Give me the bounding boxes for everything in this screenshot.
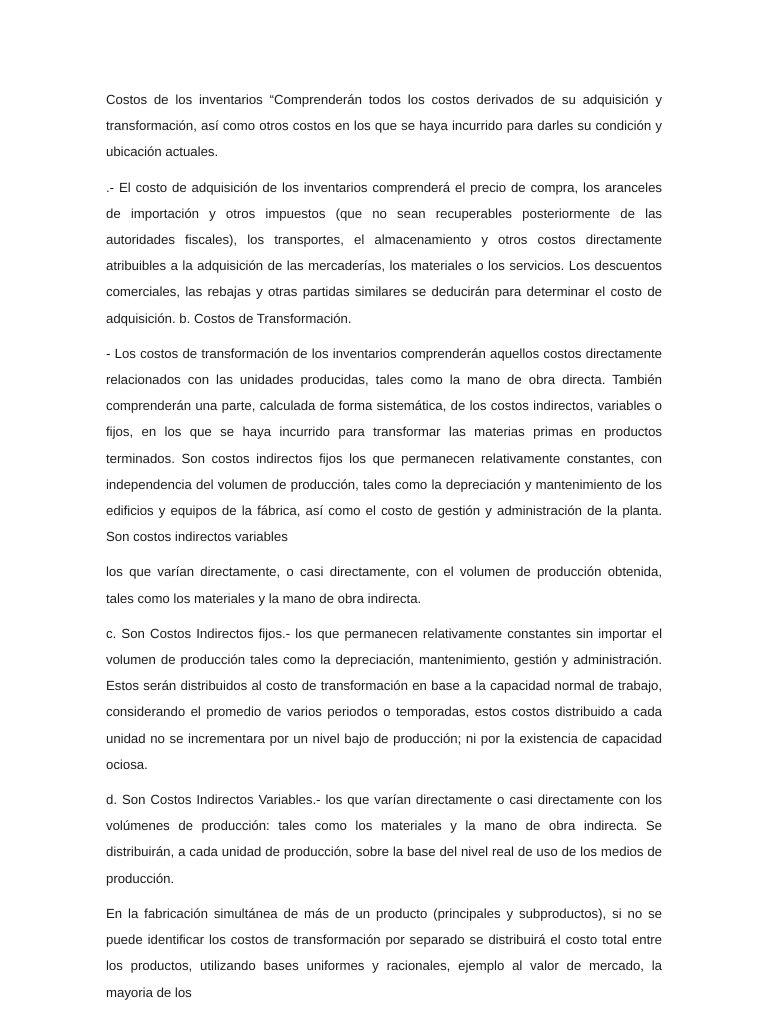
paragraph-costos-variables-continuacion: los que varían directamente, o casi directamente, con el volumen de producción obtenida, tales como los materiales y la mano de obra indirecta. [106, 564, 662, 606]
paragraph-costo-adquisicion: .- El costo de adquisición de los inventarios comprenderá el precio de compra, los aranceles de importación y otros impuestos (que no sean recuperables posteriormente de las autoridades fiscales), los transportes, el almacenamiento y otros costos directamente atribuibles a la adquisición de las mercaderías, los materiales o los servicios. Los descuentos comerciales, las rebajas y otras partidas similares se deducirán para determinar el costo de adquisición. b. Costos de Transformación. [106, 179, 662, 326]
paragraph-fabricacion-simultanea: En la fabricación simultánea de más de un producto (principales y subproductos), si no se puede identificar los costos de transformación por separado se distribuirá el costo total entre los productos, utilizando bases uniformes y racionales, ejemplo al valor de mercado, la mayoria de los [106, 905, 662, 1000]
paragraph-costos-indirectos-variables: d. Son Costos Indirectos Variables.- los que varían directamente o casi directamente con los volúmenes de producción: tales como los materiales y la mano de obra indirecta. Se distribuirán, a cada unidad de producción, sobre la base del nivel real de uso de los medios de producción. [106, 792, 662, 886]
paragraph-costos-indirectos-fijos: c. Son Costos Indirectos fijos.- los que permanecen relativamente constantes sin importar el volumen de producción tales como la depreciación, mantenimiento, gestión y administración. Estos serán distribuidos al costo de transformación en base a la capacidad normal de trabajo, considerando el promedio de varios periodos o temporadas, estos costos distribuido a cada unidad no se incrementara por un nivel bajo de producción; ni por la existencia de capacidad ociosa. [106, 625, 662, 772]
paragraph-costos-transformacion: - Los costos de transformación de los inventarios comprenderán aquellos costos directamente relacionados con las unidades producidas, tales como la mano de obra directa. También comprenderán una parte, calculada de forma sistemática, de los costos indirectos, variables o fijos, en los que se haya incurrido para transformar las materias primas en productos terminados. Son costos indirectos fijos los que permanecen relativamente constantes, con independencia del volumen de producción, tales como la depreciación y mantenimiento de los edificios y equipos de la fábrica, así como el costo de gestión y administración de la planta. Son costos indirectos variables [106, 345, 662, 545]
document-body [106, 87, 662, 1015]
paragraph-costos-inventarios: Costos de los inventarios “Comprenderán todos los costos derivados de su adquisición y transformación, así como otros costos en los que se haya incurrido para darles su condición y ubicación actuales. [106, 92, 662, 160]
